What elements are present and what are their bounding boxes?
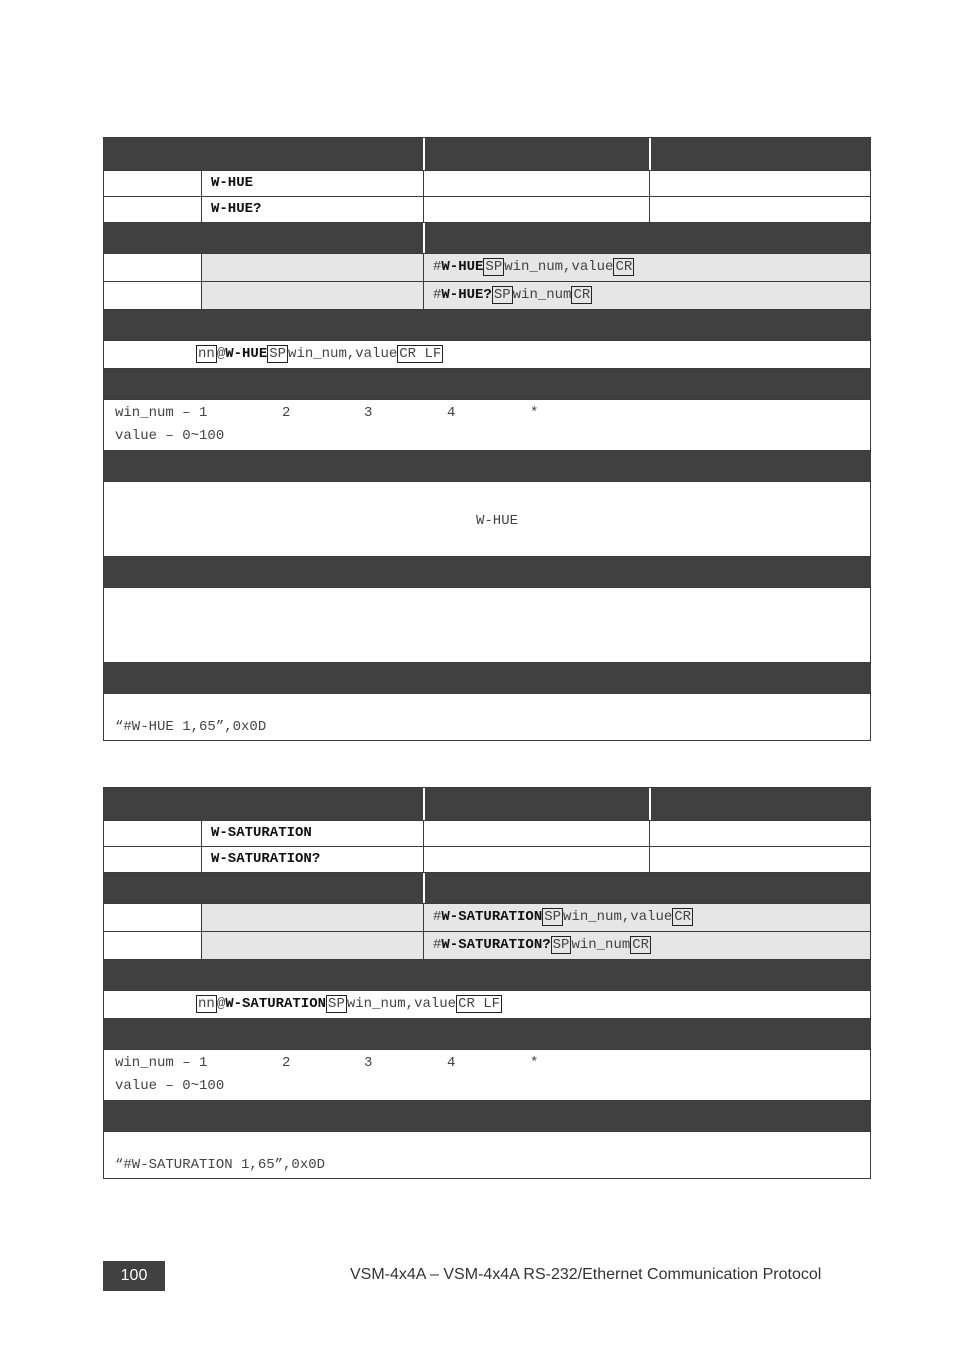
response-command: W-SATURATION bbox=[225, 996, 327, 1012]
sp-token: SP bbox=[552, 937, 570, 953]
syntax-cell bbox=[423, 904, 870, 931]
blank-cell bbox=[104, 282, 201, 309]
set-syntax-row bbox=[104, 253, 870, 281]
notes-row bbox=[104, 481, 870, 556]
response-command: W-HUE bbox=[225, 346, 268, 362]
set-command-row bbox=[104, 170, 870, 196]
param-win-num-value: 3 bbox=[364, 1055, 373, 1071]
crlf-token: CR LF bbox=[399, 346, 442, 362]
get-command-row bbox=[104, 196, 870, 222]
empty-cell bbox=[423, 197, 649, 222]
syntax-command: W-HUE bbox=[441, 259, 484, 275]
parameters-row bbox=[104, 399, 870, 450]
empty-cell bbox=[423, 171, 649, 196]
blank-cell bbox=[201, 282, 423, 309]
get-syntax bbox=[433, 287, 592, 303]
param-win-num-value: * bbox=[530, 1055, 539, 1071]
nn-token: nn bbox=[198, 346, 215, 362]
empty-cell bbox=[649, 171, 870, 196]
syntax-cell bbox=[423, 254, 870, 281]
command-cell bbox=[201, 847, 423, 872]
header-band bbox=[104, 138, 870, 170]
header-divider bbox=[423, 223, 870, 253]
response-params: win_num,value bbox=[346, 996, 457, 1012]
get-command-name: W-HUE? bbox=[211, 201, 262, 217]
param-win-num-label: win_num – 1 bbox=[115, 405, 208, 421]
response-params: win_num,value bbox=[288, 346, 398, 362]
response-row bbox=[104, 340, 870, 368]
param-value-range: value – 0~100 bbox=[115, 428, 225, 444]
nn-token: nn bbox=[198, 996, 215, 1012]
param-win-num-value: * bbox=[530, 405, 539, 421]
syntax-params: win_num,value bbox=[563, 909, 673, 925]
syntax-command: W-SATURATION bbox=[441, 909, 543, 925]
header-band bbox=[104, 788, 870, 820]
cr-token: CR bbox=[632, 937, 650, 953]
header-divider bbox=[423, 873, 870, 903]
hash-prefix: # bbox=[433, 287, 442, 303]
response-row bbox=[104, 990, 870, 1018]
syntax-params: win_num bbox=[571, 937, 631, 953]
param-value-range: value – 0~100 bbox=[115, 1078, 225, 1094]
header-divider bbox=[423, 138, 649, 170]
blank-cell bbox=[104, 254, 201, 281]
sp-token: SP bbox=[544, 909, 562, 925]
header-divider bbox=[649, 138, 870, 170]
sp-token: SP bbox=[328, 996, 345, 1012]
crlf-token: CR LF bbox=[458, 996, 501, 1012]
empty-cell bbox=[649, 821, 870, 846]
example-header-band bbox=[104, 662, 870, 693]
section-header-band bbox=[104, 556, 870, 587]
get-syntax-row bbox=[104, 281, 870, 309]
at-sign: @ bbox=[216, 346, 226, 362]
syntax-cell bbox=[423, 932, 870, 959]
example-header-band bbox=[104, 1100, 870, 1131]
sp-token: SP bbox=[485, 259, 503, 275]
set-command-name: W-HUE bbox=[211, 175, 254, 191]
get-command-row bbox=[104, 846, 870, 872]
blank-cell bbox=[201, 254, 423, 281]
example-text: “#W-HUE 1,65”,0x0D bbox=[115, 719, 267, 735]
syntax-header-band bbox=[104, 222, 870, 253]
empty-cell bbox=[423, 821, 649, 846]
command-cell bbox=[201, 197, 423, 222]
cr-token: CR bbox=[573, 287, 591, 303]
document-title: VSM-4x4A – VSM-4x4A RS-232/Ethernet Communication Protocol bbox=[350, 1266, 822, 1283]
blank-cell bbox=[104, 904, 201, 931]
set-syntax bbox=[433, 909, 693, 925]
empty-cell bbox=[423, 847, 649, 872]
syntax-header-band bbox=[104, 872, 870, 903]
parameters-header-band bbox=[104, 1018, 870, 1049]
empty-cell bbox=[649, 847, 870, 872]
parameters-row bbox=[104, 1049, 870, 1100]
command-cell bbox=[201, 821, 423, 846]
note-text: W-HUE bbox=[476, 513, 519, 529]
parameters-header-band bbox=[104, 368, 870, 399]
cr-token: CR bbox=[615, 259, 633, 275]
syntax-command: W-HUE? bbox=[441, 287, 492, 303]
response-header-band bbox=[104, 309, 870, 340]
at-sign: @ bbox=[216, 996, 226, 1012]
set-command-name: W-SATURATION bbox=[211, 825, 312, 841]
get-syntax-row bbox=[104, 931, 870, 959]
blank-cell bbox=[201, 932, 423, 959]
empty-content-row bbox=[104, 587, 870, 662]
response-syntax bbox=[196, 346, 443, 362]
example-row bbox=[104, 1131, 870, 1178]
w-hue-command-table bbox=[103, 137, 871, 741]
param-win-num-value: 4 bbox=[447, 1055, 456, 1071]
hash-prefix: # bbox=[433, 259, 442, 275]
header-divider bbox=[649, 788, 870, 820]
get-syntax bbox=[433, 937, 651, 953]
param-win-num-label: win_num – 1 bbox=[115, 1055, 208, 1071]
syntax-cell bbox=[423, 282, 870, 309]
empty-cell bbox=[649, 197, 870, 222]
set-command-row bbox=[104, 820, 870, 846]
param-win-num-value: 3 bbox=[364, 405, 373, 421]
set-syntax-row bbox=[104, 903, 870, 931]
page-number: 100 bbox=[103, 1261, 165, 1291]
syntax-params: win_num bbox=[512, 287, 572, 303]
sp-token: SP bbox=[493, 287, 511, 303]
example-text: “#W-SATURATION 1,65”,0x0D bbox=[115, 1157, 326, 1173]
header-divider bbox=[423, 788, 649, 820]
syntax-command: W-SATURATION? bbox=[441, 937, 551, 953]
param-win-num-value: 4 bbox=[447, 405, 456, 421]
sp-token: SP bbox=[269, 346, 287, 362]
set-syntax bbox=[433, 259, 634, 275]
notes-header-band bbox=[104, 450, 870, 481]
response-syntax bbox=[196, 996, 502, 1012]
get-command-name: W-SATURATION? bbox=[211, 851, 321, 867]
syntax-params: win_num,value bbox=[504, 259, 614, 275]
hash-prefix: # bbox=[433, 937, 442, 953]
blank-cell bbox=[104, 932, 201, 959]
w-saturation-command-table bbox=[103, 787, 871, 1179]
param-win-num-value: 2 bbox=[282, 405, 291, 421]
response-header-band bbox=[104, 959, 870, 990]
cr-token: CR bbox=[674, 909, 692, 925]
command-cell bbox=[201, 171, 423, 196]
example-row bbox=[104, 693, 870, 740]
param-win-num-value: 2 bbox=[282, 1055, 291, 1071]
hash-prefix: # bbox=[433, 909, 442, 925]
blank-cell bbox=[201, 904, 423, 931]
